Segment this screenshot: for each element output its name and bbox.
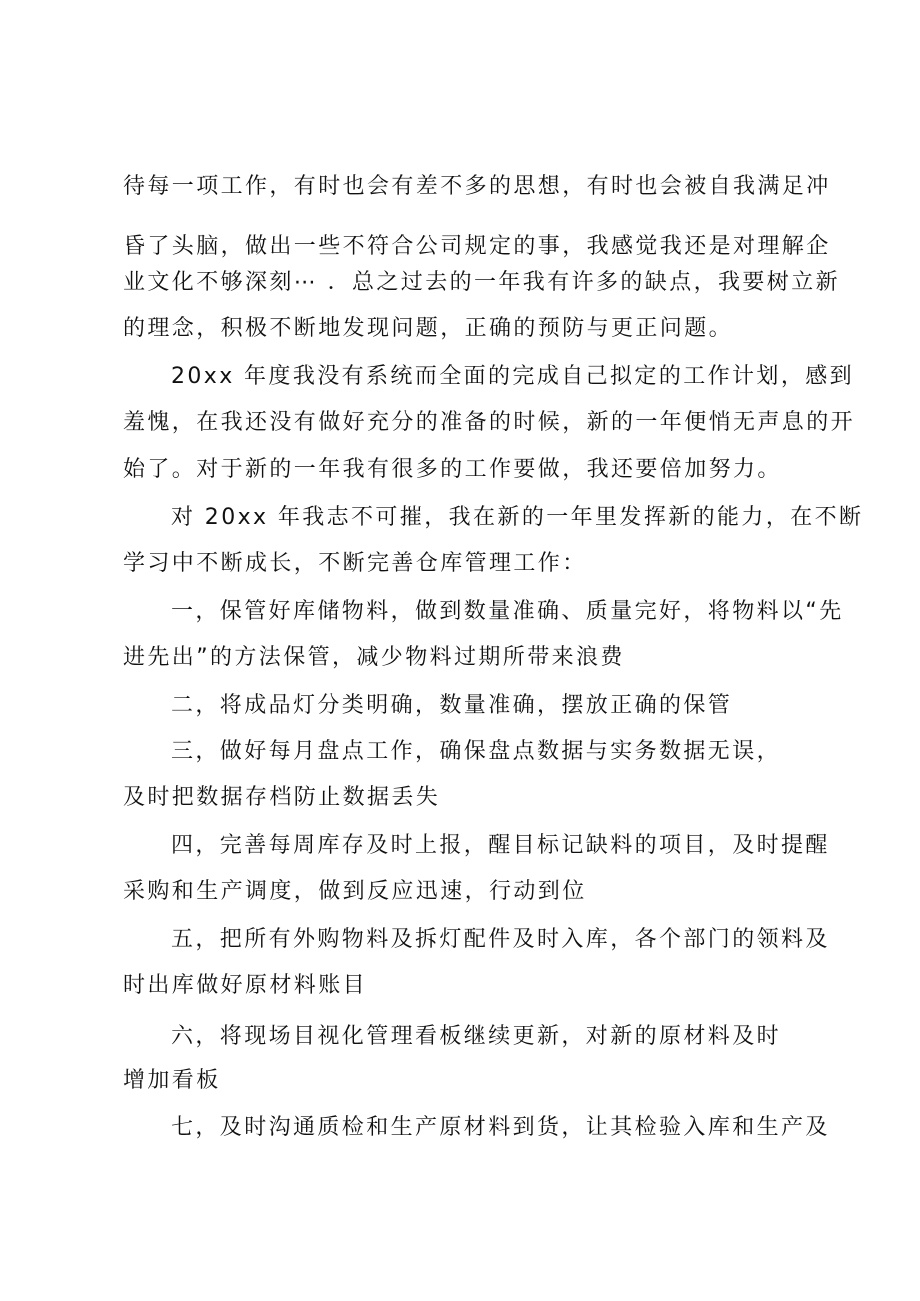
text-line: 进先出”的方法保管，减少物料过期所带来浪费 <box>123 645 625 670</box>
text-line: 六，将现场目视化管理看板继续更新，对新的原材料及时 <box>171 1024 782 1049</box>
text-line: 学习中不断成长，不断完善仓库管理工作： <box>123 551 587 576</box>
text-line: 七，及时沟通质检和生产原材料到货，让其检验入库和生产及 <box>171 1115 830 1140</box>
text-line: 始了。对于新的一年我有很多的工作要做，我还要倍加努力。 <box>123 457 782 482</box>
text-line: 四，完善每周库存及时上报，醒目标记缺料的项目，及时提醒 <box>171 833 830 858</box>
text-line: 五，把所有外购物料及拆灯配件及时入库，各个部门的领料及 <box>171 927 830 952</box>
text-line: 及时把数据存档防止数据丢失 <box>123 785 441 810</box>
text-line: 业文化不够深刻⋯ ．总之过去的一年我有许多的缺点，我要树立新 <box>123 270 840 295</box>
text-line: 一，保管好库储物料，做到数量准确、质量完好，将物料以“先 <box>171 599 844 624</box>
text-line: 对 20xx 年我志不可摧，我在新的一年里发挥新的能力，在不断 <box>171 505 864 530</box>
text-line: 待每一项工作，有时也会有差不多的思想，有时也会被自我满足冲 <box>123 174 831 199</box>
text-line: 采购和生产调度，做到反应迅速，行动到位 <box>123 879 587 904</box>
text-line: 20xx 年度我没有系统而全面的完成自己拟定的工作计划，感到 <box>171 364 855 389</box>
text-line: 增加看板 <box>123 1068 221 1093</box>
text-line: 三，做好每月盘点工作，确保盘点数据与实务数据无误， <box>171 739 782 764</box>
text-line: 时出库做好原材料账目 <box>123 973 368 998</box>
text-line: 的理念，积极不断地发现问题，正确的预防与更正问题。 <box>123 316 734 341</box>
text-line: 羞愧，在我还没有做好充分的准备的时候，新的一年便悄无声息的开 <box>123 410 856 435</box>
text-line: 昏了头脑，做出一些不符合公司规定的事，我感觉我还是对理解企 <box>123 234 831 259</box>
text-line: 二，将成品灯分类明确，数量准确，摆放正确的保管 <box>171 693 733 718</box>
